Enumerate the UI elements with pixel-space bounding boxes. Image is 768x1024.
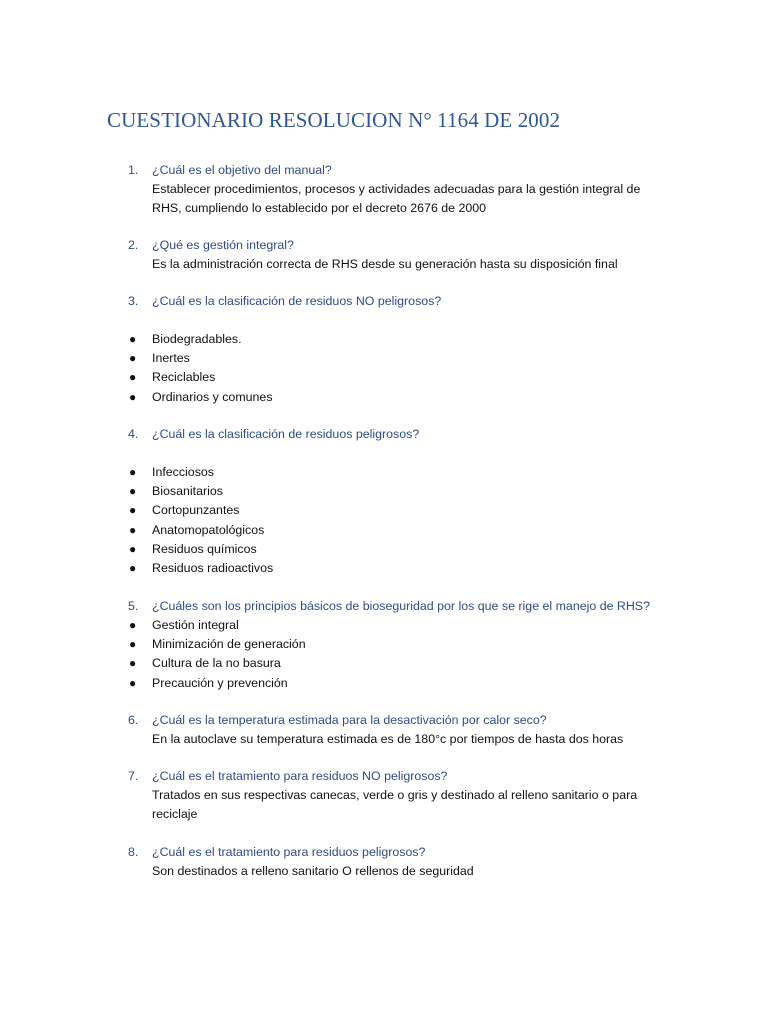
question-8 (128, 843, 425, 862)
question-7 (128, 767, 447, 786)
question-number: 7. (128, 769, 139, 783)
bullet-icon: ● (129, 637, 137, 651)
question-number: 8. (128, 845, 139, 859)
list-item: ● Gestión integral (129, 616, 239, 635)
bullet-icon: ● (129, 523, 137, 537)
question-text: ¿Cuál es el objetivo del manual? (152, 163, 332, 177)
answer-line: Son destinados a relleno sanitario O rellenos de seguridad (152, 864, 474, 878)
bullet-icon: ● (129, 390, 137, 404)
question-text: ¿Qué es gestión integral? (152, 238, 294, 252)
list-item: ● Anatomopatológicos (129, 521, 264, 540)
bullet-icon: ● (129, 370, 137, 384)
question-text: ¿Cuál es la clasificación de residuos NO peligrosos? (152, 294, 442, 308)
document-title: CUESTIONARIO RESOLUCION N° 1164 DE 2002 (107, 108, 561, 132)
answer-line: Establecer procedimientos, procesos y actividades adecuadas para la gestión integral de (152, 182, 641, 196)
list-item: ● Ordinarios y comunes (129, 388, 273, 407)
question-1 (128, 161, 332, 180)
question-text: ¿Cuál es el tratamiento para residuos NO peligrosos? (152, 769, 448, 783)
question-number: 2. (128, 238, 139, 252)
question-number: 4. (128, 427, 139, 441)
list-item: ● Residuos químicos (129, 540, 257, 559)
list-item: ● Reciclables (129, 368, 215, 387)
bullet-icon: ● (129, 656, 137, 670)
answer-line: Tratados en sus respectivas canecas, verde o gris y destinado al relleno sanitario o para (152, 788, 638, 802)
bullet-icon: ● (129, 484, 137, 498)
question-text: ¿Cuál es la clasificación de residuos peligrosos? (152, 427, 420, 441)
answer-line: En la autoclave su temperatura estimada es de 180°c por tiempos de hasta dos horas (152, 732, 624, 746)
question-6 (128, 711, 547, 730)
question-number: 6. (128, 713, 139, 727)
list-item: ● Precaución y prevención (129, 674, 288, 693)
bullet-icon: ● (129, 351, 137, 365)
answer-line: Es la administración correcta de RHS desde su generación hasta su disposición final (152, 257, 618, 271)
question-number: 5. (128, 599, 139, 613)
list-item: ● Biosanitarios (129, 482, 223, 501)
list-item: ● Inertes (129, 349, 190, 368)
bullet-icon: ● (129, 618, 137, 632)
question-number: 3. (128, 294, 139, 308)
question-text: ¿Cuál es el tratamiento para residuos peligrosos? (152, 845, 426, 859)
bullet-icon: ● (129, 503, 137, 517)
bullet-icon: ● (129, 542, 137, 556)
question-text: ¿Cuál es la temperatura estimada para la desactivación por calor seco? (152, 713, 547, 727)
question-number: 1. (128, 163, 139, 177)
list-item: ● Biodegradables. (129, 330, 242, 349)
list-item: ● Cortopunzantes (129, 501, 239, 520)
list-item: ● Infecciosos (129, 463, 214, 482)
question-4 (128, 425, 419, 444)
bullet-icon: ● (129, 676, 137, 690)
answer-line: RHS, cumpliendo lo establecido por el decreto 2676 de 2000 (152, 201, 487, 215)
list-item: ● Minimización de generación (129, 635, 306, 654)
question-3 (128, 292, 441, 311)
question-5 (128, 597, 650, 616)
list-item: ● Residuos radioactivos (129, 559, 273, 578)
bullet-icon: ● (129, 332, 137, 346)
question-2 (128, 236, 294, 255)
bullet-icon: ● (129, 561, 137, 575)
bullet-icon: ● (129, 465, 137, 479)
list-item: ● Cultura de la no basura (129, 654, 281, 673)
answer-line: reciclaje (152, 807, 198, 821)
question-text: ¿Cuáles son los principios básicos de bioseguridad por los que se rige el manejo de RHS? (152, 599, 650, 613)
